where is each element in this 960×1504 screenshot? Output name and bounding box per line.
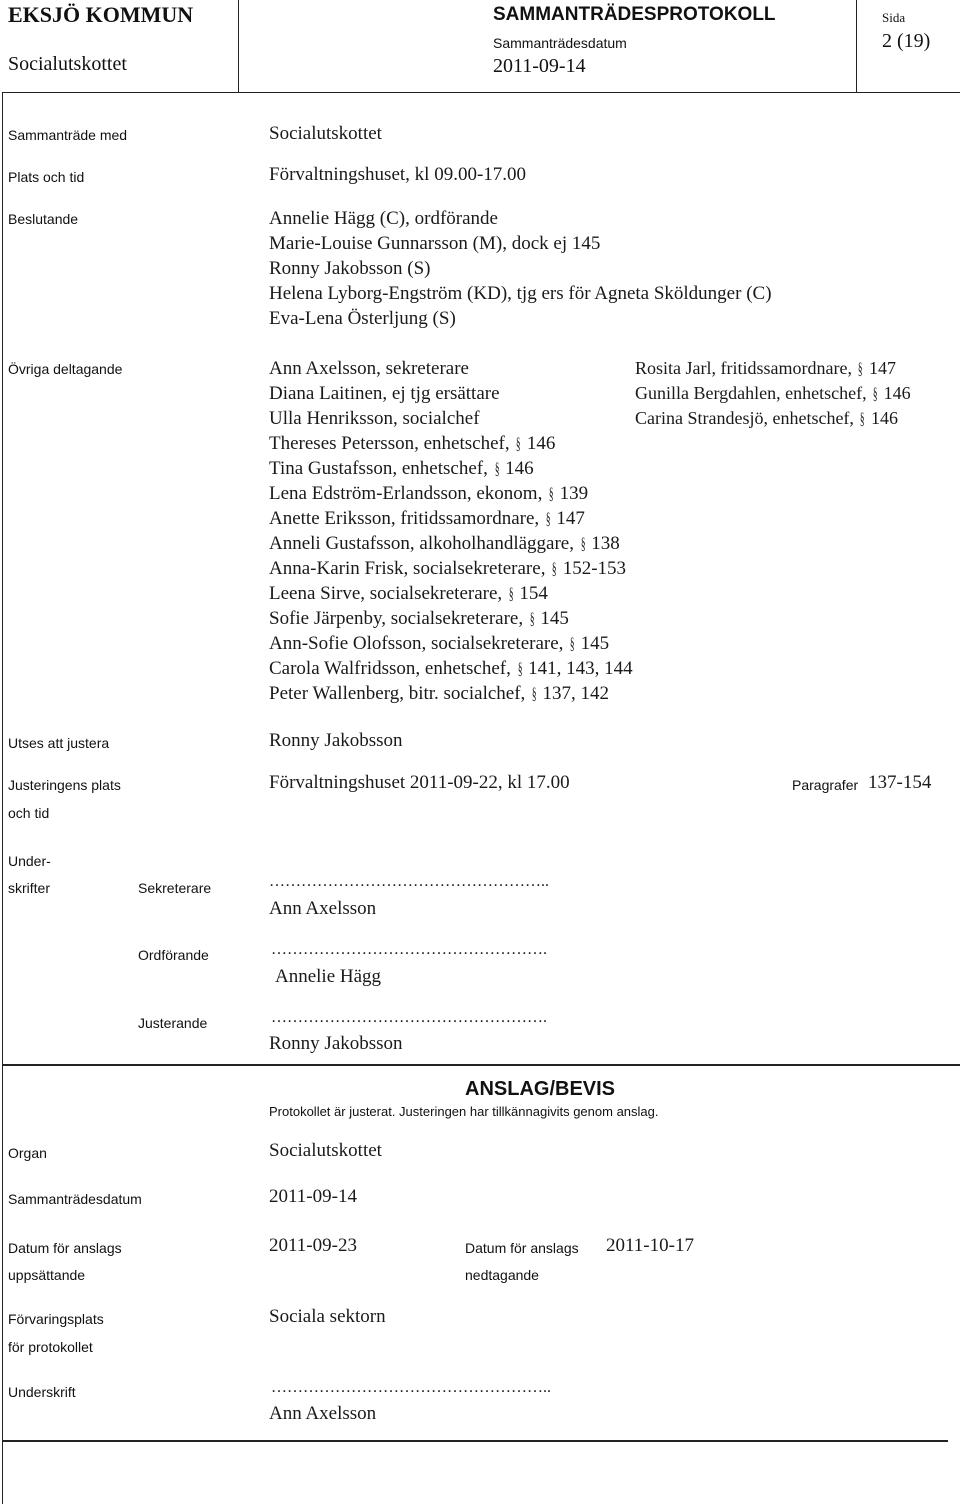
removed-date-label-line1: Datum för anslags bbox=[465, 1240, 579, 1256]
meeting-date-label: Sammanträdesdatum bbox=[493, 35, 627, 51]
participant: Anna-Karin Frisk, socialsekreterare, § 152-153 bbox=[269, 558, 627, 579]
page-border-left bbox=[2, 92, 3, 1504]
adjust-place-value: Förvaltningshuset 2011-09-22, kl 17.00 bbox=[269, 772, 570, 793]
notice-bottom-rule bbox=[2, 1440, 948, 1442]
participant: Peter Wallenberg, bitr. socialchef, § 137, 142 bbox=[269, 683, 610, 704]
posted-date-label-line2: uppsättande bbox=[8, 1267, 86, 1283]
header-bottom-rule bbox=[2, 92, 960, 93]
others-right-list bbox=[635, 356, 911, 431]
paragraph-symbol: § bbox=[549, 484, 554, 503]
signatures-label-line2: skrifter bbox=[8, 880, 50, 896]
deciding-member: Ronny Jakobsson (S) bbox=[269, 258, 431, 279]
paragraph-symbol: § bbox=[858, 359, 864, 378]
signature-line: ……………………………………………. bbox=[271, 941, 547, 958]
participant: Ulla Henriksson, socialchef bbox=[269, 408, 480, 429]
organ-label: Organ bbox=[8, 1145, 47, 1161]
meeting-body: Socialutskottet bbox=[269, 123, 382, 144]
notice-signature-name: Ann Axelsson bbox=[269, 1403, 377, 1424]
adjust-time-label: och tid bbox=[8, 805, 50, 821]
participant: Diana Laitinen, ej tjg ersättare bbox=[269, 383, 500, 404]
meeting-body-label: Sammanträde med bbox=[8, 127, 128, 143]
participant: Tina Gustafsson, enhetschef, § 146 bbox=[269, 458, 534, 479]
deciding-member: Eva-Lena Österljung (S) bbox=[269, 308, 456, 329]
paragraphs-label: Paragrafer bbox=[792, 777, 859, 793]
notice-title: ANSLAG/BEVIS bbox=[465, 1078, 616, 1100]
removed-date: 2011-10-17 bbox=[606, 1235, 694, 1256]
adjuster-label: Utses att justera bbox=[8, 735, 110, 751]
deciding-member: Annelie Hägg (C), ordförande bbox=[269, 208, 498, 229]
paragraph-symbol: § bbox=[552, 559, 557, 578]
notice-signature-label: Underskrift bbox=[8, 1384, 76, 1400]
adjuster-name: Ronny Jakobsson bbox=[269, 730, 403, 751]
deciding-label: Beslutande bbox=[8, 211, 79, 227]
paragraph-symbol: § bbox=[531, 684, 537, 703]
secretary-role: Sekreterare bbox=[138, 880, 212, 896]
others-left-list bbox=[269, 356, 633, 706]
chair-name: Annelie Hägg bbox=[275, 966, 382, 987]
participant: Rosita Jarl, fritidssamordnare, § 147 bbox=[635, 356, 911, 381]
deciding-member: Helena Lyborg-Engström (KD), tjg ers för Agneta Sköldunger (C) bbox=[269, 283, 772, 304]
removed-date-label-line2: nedtagande bbox=[465, 1267, 539, 1283]
paragraph-symbol: § bbox=[580, 534, 586, 553]
participant: Ann Axelsson, sekreterare bbox=[269, 358, 469, 379]
paragraph-symbol: § bbox=[860, 409, 866, 428]
notice-date-label: Sammanträdesdatum bbox=[8, 1191, 142, 1207]
storage-value: Sociala sektorn bbox=[269, 1306, 386, 1327]
paragraph-symbol: § bbox=[508, 584, 514, 603]
others-label: Övriga deltagande bbox=[8, 361, 123, 377]
signatures-label-line1: Under- bbox=[8, 853, 51, 869]
storage-label-line1: Förvaringsplats bbox=[8, 1311, 104, 1327]
participant: Sofie Järpenby, socialsekreterare, § 145 bbox=[269, 608, 569, 629]
paragraph-symbol: § bbox=[516, 434, 521, 453]
adjust-place-label: Justeringens plats bbox=[8, 777, 121, 793]
chair-role: Ordförande bbox=[138, 947, 209, 963]
paragraph-symbol: § bbox=[570, 634, 575, 653]
participant: Anneli Gustafsson, alkoholhandläggare, § 138 bbox=[269, 533, 620, 554]
participant: Ann-Sofie Olofsson, socialsekreterare, § 145 bbox=[269, 633, 610, 654]
paragraph-symbol: § bbox=[517, 659, 523, 678]
meeting-date: 2011-09-14 bbox=[493, 55, 586, 77]
paragraph-symbol: § bbox=[494, 459, 500, 478]
secretary-name: Ann Axelsson bbox=[269, 898, 377, 919]
participant: Thereses Petersson, enhetschef, § 146 bbox=[269, 433, 556, 454]
document-title: SAMMANTRÄDESPROTOKOLL bbox=[493, 4, 776, 25]
notice-date: 2011-09-14 bbox=[269, 1186, 357, 1207]
paragraphs-range: 137-154 bbox=[868, 772, 932, 793]
notice-subtitle: Protokollet är justerat. Justeringen har tillkännagivits genom anslag. bbox=[269, 1104, 659, 1119]
header-divider-vertical-left bbox=[238, 0, 239, 92]
committee-name: Socialutskottet bbox=[8, 53, 127, 75]
page-label: Sida bbox=[882, 10, 906, 25]
participant: Leena Sirve, socialsekreterare, § 154 bbox=[269, 583, 548, 604]
signature-line: ……………………………………………. bbox=[271, 1009, 547, 1026]
header-divider-vertical-right bbox=[856, 0, 857, 92]
adjuster-signature-name: Ronny Jakobsson bbox=[269, 1033, 403, 1054]
storage-label-line2: för protokollet bbox=[8, 1339, 93, 1355]
place-label: Plats och tid bbox=[8, 169, 85, 185]
notice-top-rule bbox=[2, 1064, 960, 1066]
page-number: 2 (19) bbox=[882, 30, 931, 52]
participant: Carina Strandesjö, enhetschef, § 146 bbox=[635, 406, 911, 431]
paragraph-symbol: § bbox=[873, 384, 878, 403]
deciding-member: Marie-Louise Gunnarsson (M), dock ej 145 bbox=[269, 233, 601, 254]
signature-line: …………………………………………….. bbox=[271, 1379, 551, 1396]
posted-date: 2011-09-23 bbox=[269, 1235, 357, 1256]
municipality-name: EKSJÖ KOMMUN bbox=[8, 2, 194, 27]
deciding-list bbox=[269, 206, 772, 331]
participant: Carola Walfridsson, enhetschef, § 141, 143, 144 bbox=[269, 658, 633, 679]
participant: Gunilla Bergdahlen, enhetschef, § 146 bbox=[635, 381, 911, 406]
organ-value: Socialutskottet bbox=[269, 1140, 382, 1161]
posted-date-label-line1: Datum för anslags bbox=[8, 1240, 122, 1256]
adjuster-role: Justerande bbox=[138, 1015, 208, 1031]
signature-line: …………………………………………….. bbox=[269, 873, 549, 890]
paragraph-symbol: § bbox=[529, 609, 535, 628]
participant: Anette Eriksson, fritidssamordnare, § 147 bbox=[269, 508, 585, 529]
participant: Lena Edström-Erlandsson, ekonom, § 139 bbox=[269, 483, 589, 504]
paragraph-symbol: § bbox=[545, 509, 551, 528]
place-value: Förvaltningshuset, kl 09.00-17.00 bbox=[269, 164, 527, 185]
